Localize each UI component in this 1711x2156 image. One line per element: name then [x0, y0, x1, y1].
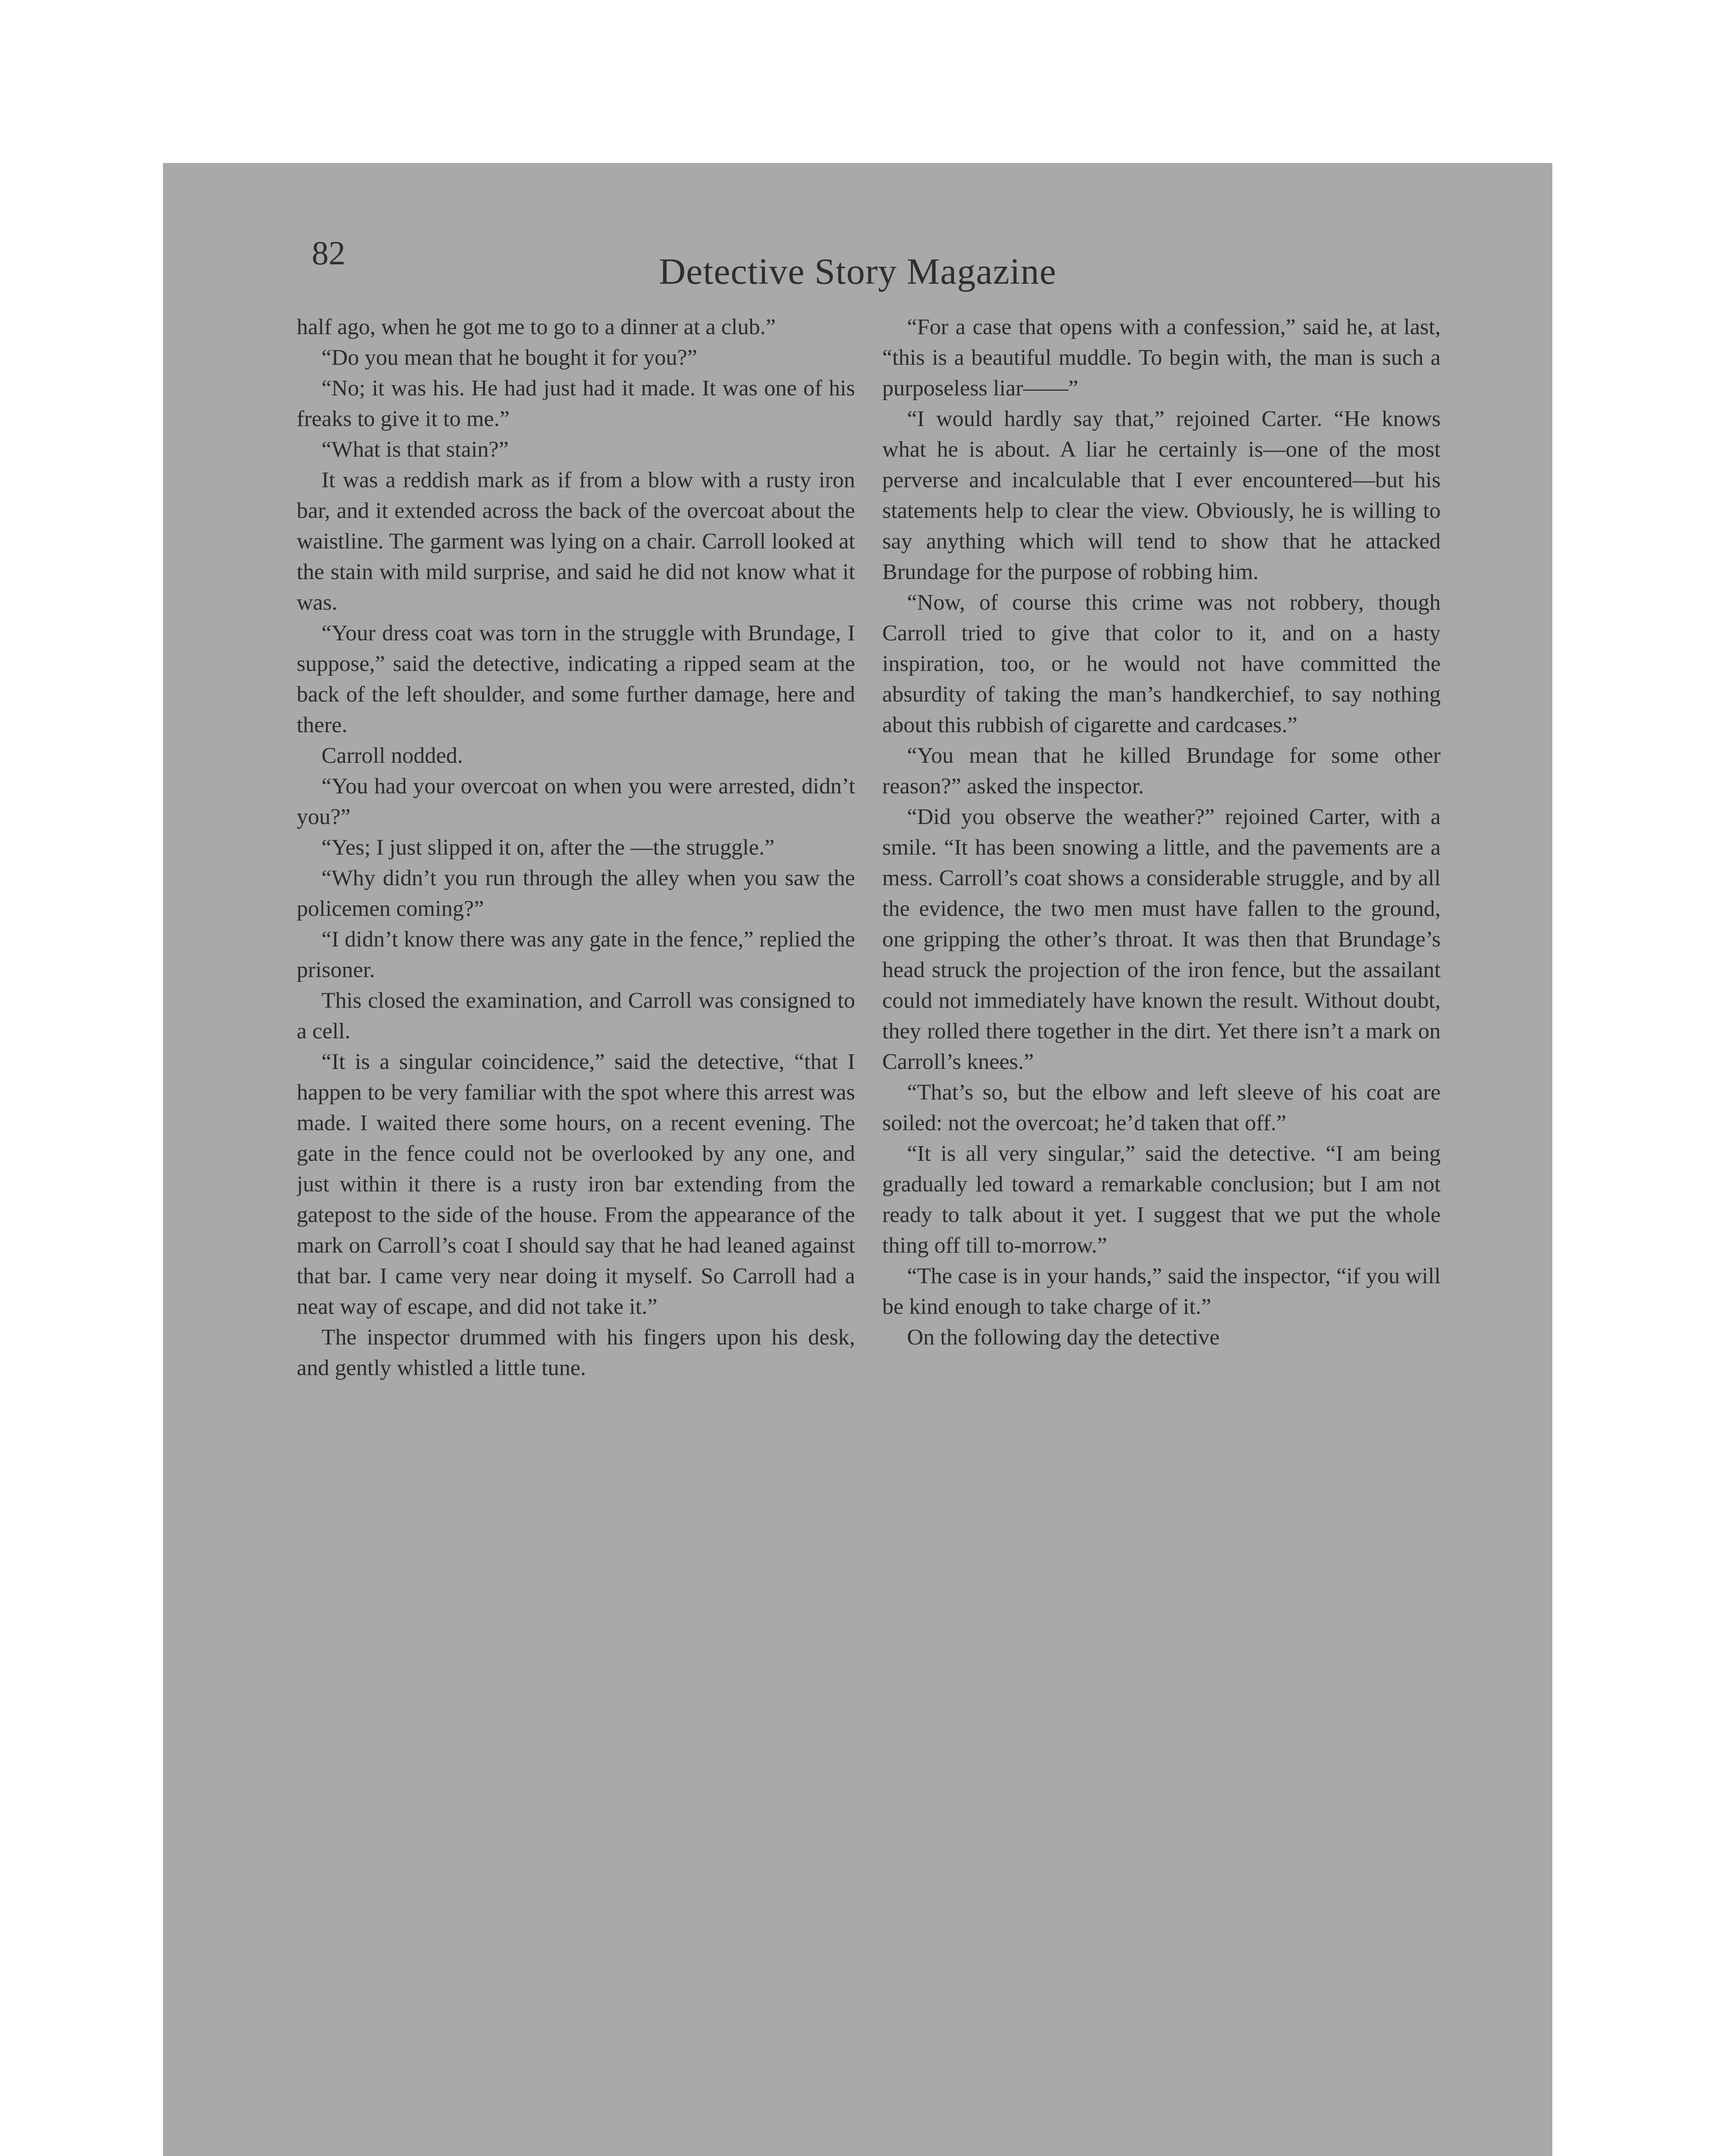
paragraph: “For a case that opens with a confession,” said he, at last, “this is a beautiful muddle. To begin with, the man is such a purposeless liar——”: [882, 314, 1441, 401]
paragraph: “It is a singular coincidence,” said the detective, “that I happen to be very familiar with the spot where this arrest was made. I waited there some hours, on a recent evening. The gate in the fence could not be overlooked by any one, and just within it there is a rusty iron bar extending from the gatepost to the side of the house. From the appearance of the mark on Carroll’s coat I should say that he had leaned against that bar. I came very near doing it myself. So Carroll had a neat way of escape, and did not take it.”: [297, 1049, 855, 1319]
paragraph: “Do you mean that he bought it for you?”: [321, 345, 697, 370]
paragraph: On the following day the detective: [907, 1325, 1220, 1350]
right-column: [882, 312, 1441, 2037]
paragraph: “Yes; I just slipped it on, after the —the struggle.”: [321, 835, 775, 860]
paragraph: “I didn’t know there was any gate in the fence,” replied the prisoner.: [297, 927, 855, 982]
paragraph: half ago, when he got me to go to a dinner at a club.”: [297, 314, 776, 339]
paragraph: It was a reddish mark as if from a blow with a rusty iron bar, and it extended across the back of the overcoat about the waistline. The garment was lying on a chair. Carroll looked at the stain with mild surprise, and said he did not know what it was.: [297, 467, 855, 615]
paragraph: “No; it was his. He had just had it made. It was one of his freaks to give it to me.”: [297, 376, 855, 431]
paragraph: Carroll nodded.: [321, 743, 463, 768]
paragraph: “That’s so, but the elbow and left sleeve of his coat are soiled: not the overcoat; he’d taken that off.”: [882, 1080, 1441, 1135]
paragraph: “Did you observe the weather?” rejoined Carter, with a smile. “It has been snowing a little, and the pavements are a mess. Carroll’s coat shows a considerable struggle, and by all the evidence, the two men must have fallen to the ground, one gripping the other’s throat. It was then that Brundage’s head struck the projection of the iron fence, but the assailant could not immediately have known the result. Without doubt, they rolled there together in the dirt. Yet there isn’t a mark on Carroll’s knees.”: [882, 804, 1441, 1074]
paragraph: “Now, of course this crime was not robbery, though Carroll tried to give that color to it, and on a hasty inspiration, too, or he would not have committed the absurdity of taking the man’s handkerchief, to say nothing about this rubbish of cigarette and cardcases.”: [882, 590, 1441, 737]
paragraph: “It is all very singular,” said the detective. “I am being gradually led toward a remarkable conclusion; but I am not ready to talk about it yet. I suggest that we put the whole thing off till to-morrow.”: [882, 1141, 1441, 1258]
paragraph: The inspector drummed with his fingers upon his desk, and gently whistled a little tune.: [297, 1325, 855, 1380]
paragraph: “The case is in your hands,” said the inspector, “if you will be kind enough to take charge of it.”: [882, 1263, 1441, 1319]
paragraph: “Why didn’t you run through the alley when you saw the policemen coming?”: [297, 865, 855, 921]
paragraph: “You mean that he killed Brundage for some other reason?” asked the inspector.: [882, 743, 1441, 799]
paragraph: “Your dress coat was torn in the struggle with Brundage, I suppose,” said the detective, indicating a ripped seam at the back of the left shoulder, and some further damage, here and there.: [297, 620, 855, 737]
paragraph: This closed the examination, and Carroll was consigned to a cell.: [297, 988, 855, 1044]
page-number: 82: [312, 234, 345, 272]
running-head: Detective Story Magazine: [659, 251, 1056, 292]
paragraph: “I would hardly say that,” rejoined Carter. “He knows what he is about. A liar he certainly is—one of the most perverse and incalculable that I ever encountered—but his statements help to clear the view. Obviously, he is willing to say anything which will tend to show that he attacked Brundage for the purpose of robbing him.: [882, 406, 1441, 584]
left-column: [297, 312, 855, 2037]
page-scan: [163, 163, 1552, 2156]
paragraph: “What is that stain?”: [321, 437, 509, 462]
paragraph: “You had your overcoat on when you were arrested, didn’t you?”: [297, 774, 855, 829]
